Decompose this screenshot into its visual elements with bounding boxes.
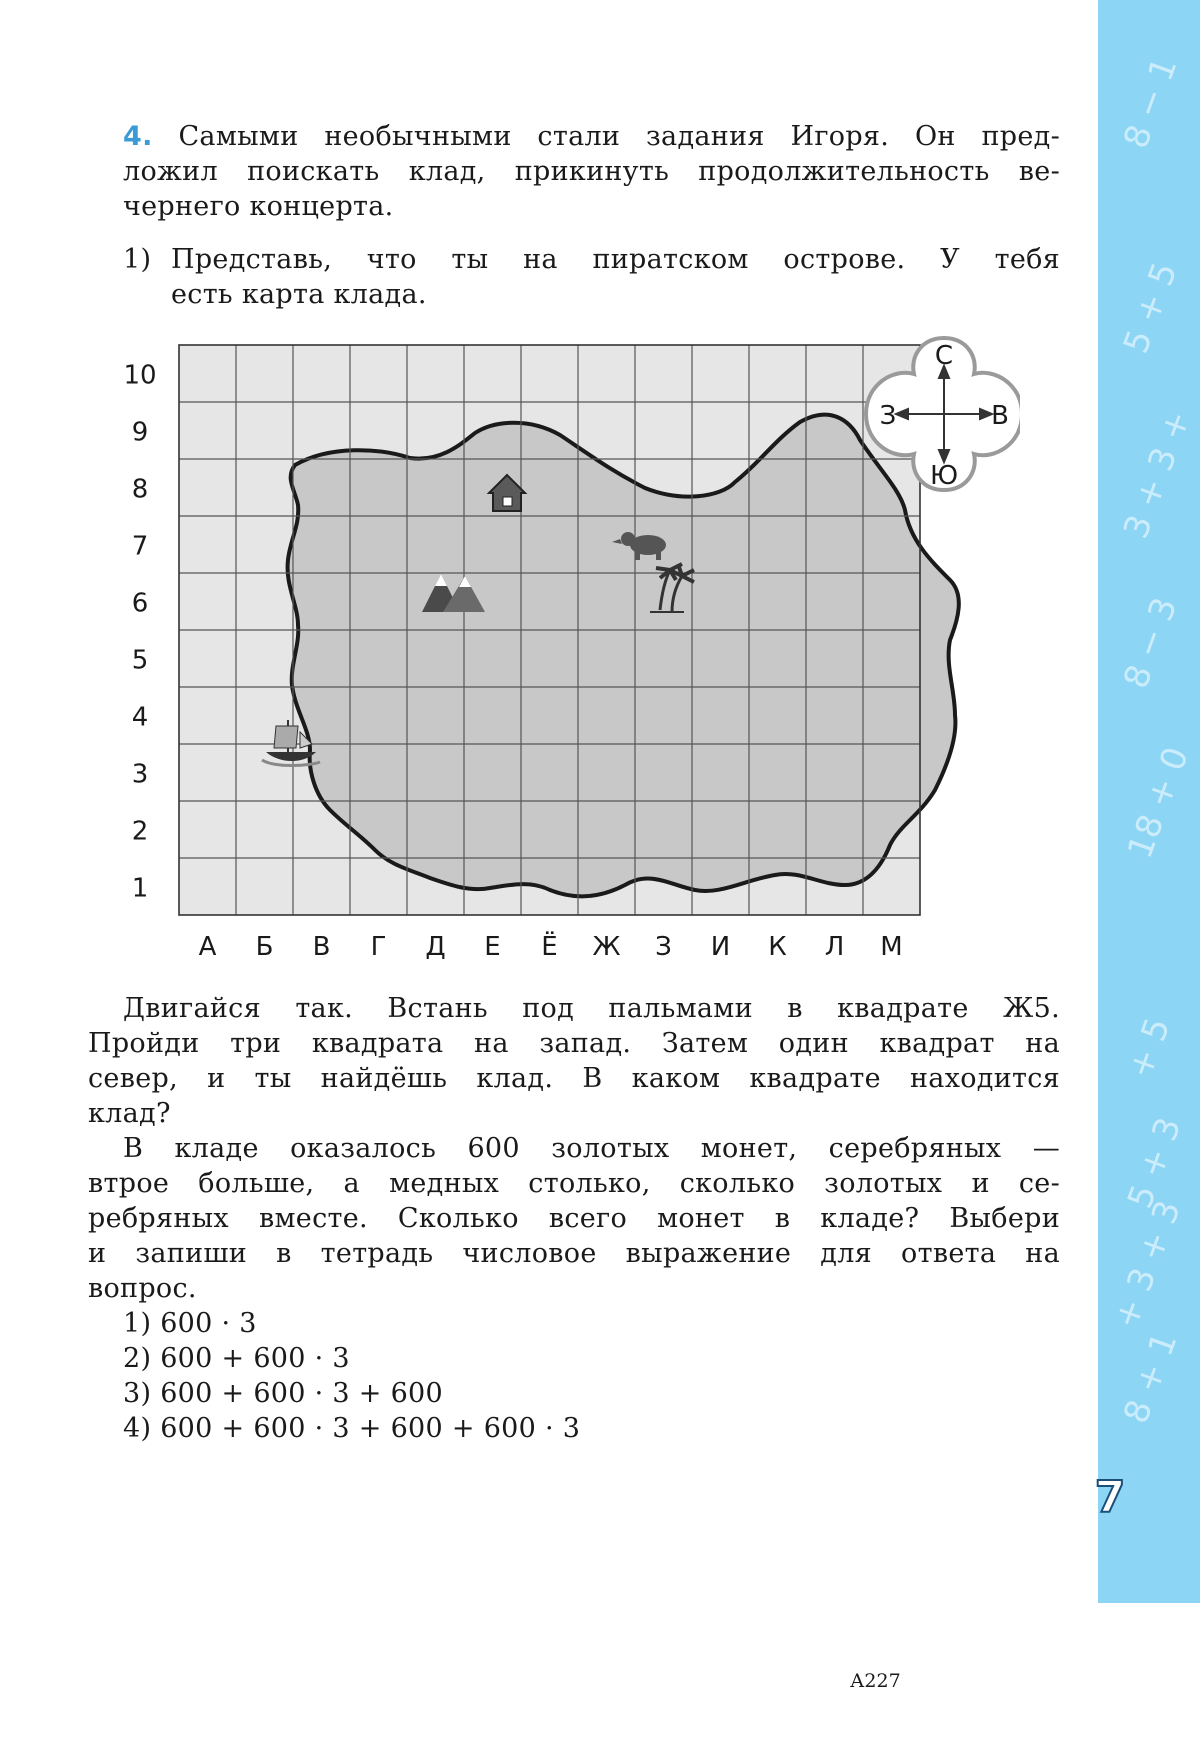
column-label: Ё (541, 932, 558, 962)
subtask-1-line-2: есть карта клада. (171, 279, 427, 310)
intro-line-3: чернего концерта. (123, 191, 394, 222)
paragraph-directions (88, 991, 1060, 1131)
column-label: И (710, 932, 731, 962)
scribble-5: 18 + 0 (1120, 741, 1197, 864)
treasure-map (120, 330, 1020, 970)
column-label: К (768, 932, 787, 962)
coins-line-4: и запиши в тетрадь числовое выражение для ответа на (88, 1238, 1060, 1269)
coins-line-1: В кладе оказалось 600 золотых монет, серебряных — (123, 1133, 1060, 1164)
page-number: 7 (1094, 1472, 1126, 1523)
island (288, 415, 959, 897)
scribble-9: 8 + 1 (1116, 1327, 1186, 1429)
column-label: В (312, 932, 331, 962)
row-label: 4 (131, 702, 149, 733)
column-label: Б (255, 932, 274, 962)
option-3[interactable]: 3) 600 + 600 · 3 + 600 (123, 1378, 444, 1409)
row-label: 2 (131, 816, 149, 847)
scribble-6: + 5 (1120, 1012, 1179, 1084)
answer-options (123, 1306, 1023, 1446)
column-label: Д (425, 932, 446, 962)
task-intro (123, 119, 1060, 224)
directions-line-3: север, и ты найдёшь клад. В каком квадрате находится (88, 1063, 1060, 1094)
scribble-1: 8 − 1 (1116, 52, 1186, 154)
compass-west: З (879, 401, 897, 431)
row-labels (123, 361, 156, 904)
coins-line-2: втрое больше, а медных столько, сколько золотых и се- (88, 1168, 1060, 1199)
compass-south: Ю (929, 461, 959, 491)
column-label: З (655, 932, 672, 962)
option-4[interactable]: 4) 600 + 600 · 3 + 600 + 600 · 3 (123, 1413, 581, 1444)
column-label: А (198, 932, 217, 962)
scribble-8: + 3 + 3 (1106, 1195, 1189, 1334)
column-label: Ж (592, 932, 621, 962)
scribble-2: 5 + 5 (1116, 257, 1186, 359)
column-labels (199, 930, 903, 962)
row-label: 7 (131, 531, 149, 562)
option-2[interactable]: 2) 600 + 600 · 3 (123, 1343, 350, 1374)
subtask-1 (123, 242, 1060, 312)
row-label: 1 (131, 873, 149, 904)
directions-line-1: Двигайся так. Встань под пальмами в квадрате Ж5. (123, 993, 1060, 1024)
scribble-4: 8 − 3 (1116, 592, 1186, 694)
column-label: М (880, 932, 903, 962)
scribble-7: 5 + 3 (1120, 1112, 1190, 1214)
scribble-3: 3 + 3 + (1116, 405, 1199, 544)
side-strip (1098, 0, 1200, 1603)
subtask-1-label: 1) (123, 244, 152, 275)
coins-line-3: ребряных вместе. Сколько всего монет в кладе? Выбери (88, 1203, 1060, 1234)
intro-line-1: 4. Самыми необычными стали задания Игоря. Он пред- (123, 121, 1060, 152)
column-label: Г (370, 932, 387, 962)
compass-north: С (934, 341, 954, 371)
row-label: 5 (131, 645, 149, 676)
column-label: Е (484, 932, 501, 962)
intro-line-2: ложил поискать клад, прикинуть продолжительность ве- (123, 156, 1060, 187)
directions-line-4: клад? (88, 1098, 171, 1129)
task-number: 4. (123, 121, 153, 152)
paragraph-coins (88, 1131, 1060, 1306)
row-label: 3 (131, 759, 149, 790)
option-1[interactable]: 1) 600 · 3 (123, 1308, 257, 1339)
directions-line-2: Пройди три квадрата на запад. Затем один квадрат на (88, 1028, 1060, 1059)
row-label: 10 (123, 360, 157, 391)
compass-east: В (991, 401, 1009, 431)
column-label: Л (824, 932, 845, 962)
row-label: 6 (131, 588, 149, 619)
subtask-1-line-1: Представь, что ты на пиратском острове. У тебя (171, 244, 1060, 275)
footer-code: А227 (850, 1670, 901, 1692)
coins-line-5: вопрос. (88, 1273, 197, 1304)
row-label: 9 (131, 417, 149, 448)
row-label: 8 (131, 474, 149, 505)
